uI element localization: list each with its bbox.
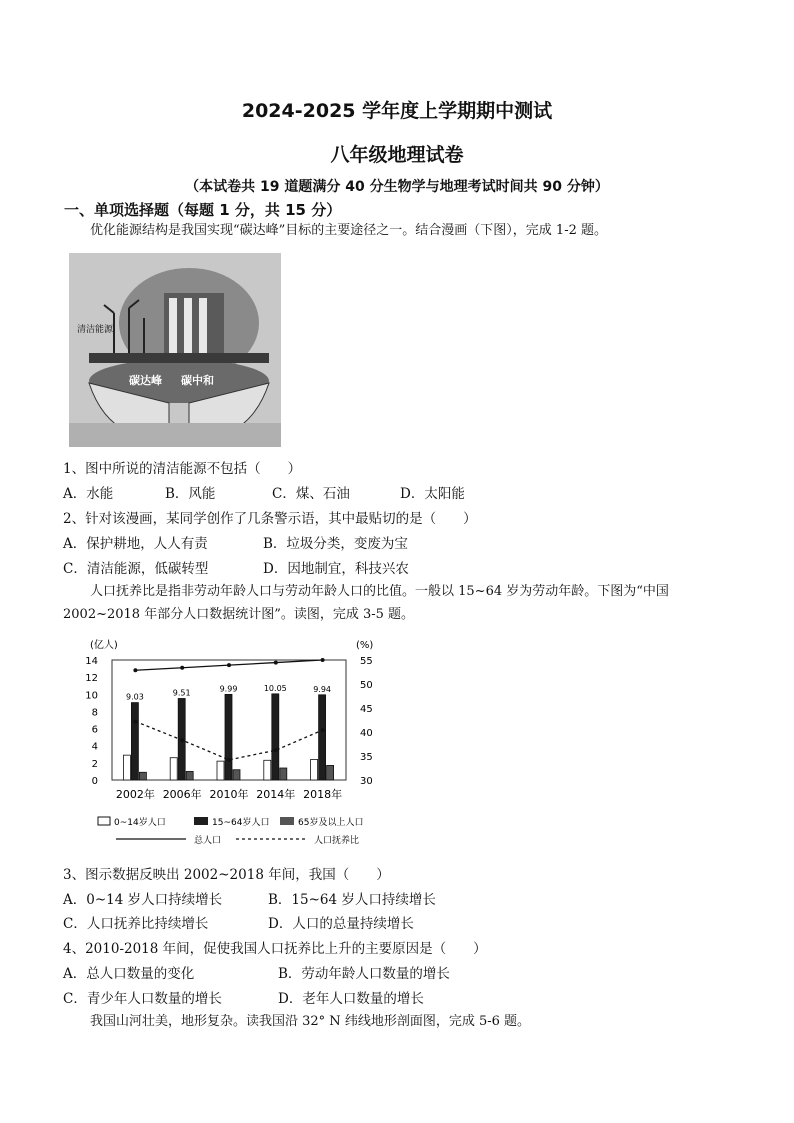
- q4-stem: 4、2010-2018 年间，促使我国人口抚养比上升的主要原因是（ ）: [63, 941, 487, 957]
- bar-age0-14: [264, 760, 271, 780]
- q1-option-a[interactable]: A．水能: [63, 486, 114, 502]
- bar-data-label: 9.51: [172, 688, 191, 698]
- point-total-population: [227, 663, 231, 667]
- q3-option-a[interactable]: A．0~14 岁人口持续增长: [63, 892, 223, 908]
- bar-data-label: 9.99: [219, 684, 238, 694]
- right-axis-unit: (%): [356, 640, 374, 651]
- legend-swatch-age15-64: [194, 817, 208, 825]
- comic-label-tanzhonghe: 碳中和: [181, 374, 214, 387]
- right-tick-label: 35: [360, 752, 373, 763]
- bar-age65plus: [186, 771, 193, 780]
- right-tick-label: 30: [360, 776, 373, 787]
- point-dependency-ratio: [180, 738, 184, 742]
- exam-title: 2024-2025 学年度上学期期中测试: [241, 100, 553, 122]
- bar-data-label: 9.03: [125, 692, 144, 702]
- right-tick-label: 55: [360, 656, 373, 667]
- x-tick-label: 2006年: [162, 788, 202, 801]
- left-tick-label: 6: [91, 724, 98, 736]
- left-tick-label: 8: [91, 707, 98, 719]
- bar-age15-64: [131, 703, 138, 780]
- bar-age0-14: [123, 755, 130, 780]
- bar-data-label: 10.05: [263, 683, 287, 693]
- right-tick-label: 40: [360, 728, 373, 739]
- point-total-population: [180, 666, 184, 670]
- bar-age15-64: [225, 694, 232, 780]
- carbon-comic-image: [69, 253, 281, 447]
- x-tick-label: 2010年: [209, 788, 249, 801]
- point-total-population: [133, 668, 137, 672]
- bar-age65plus: [139, 772, 146, 780]
- point-total-population: [321, 658, 325, 662]
- bar-age15-64: [319, 695, 326, 780]
- bar-age15-64: [272, 694, 279, 780]
- exam-subtitle: 八年级地理试卷: [330, 144, 464, 166]
- q2-option-b[interactable]: B．垃圾分类，变废为宝: [263, 536, 408, 552]
- passage-dependency-line2: 2002~2018 年部分人口数据统计图”。读图，完成 3-5 题。: [63, 607, 415, 622]
- q2-option-c[interactable]: C．清洁能源，低碳转型: [63, 561, 209, 577]
- point-dependency-ratio: [321, 728, 325, 732]
- q4-option-c[interactable]: C．青少年人口数量的增长: [63, 991, 222, 1007]
- left-axis-unit: (亿人): [90, 640, 118, 651]
- legend-label-age15-64: 15~64岁人口: [212, 818, 270, 828]
- bar-age0-14: [170, 758, 177, 780]
- population-chart-svg: [76, 635, 396, 855]
- intro-text: 优化能源结构是我国实现“碳达峰”目标的主要途径之一。结合漫画（下图），完成 1-2 题。: [90, 223, 607, 238]
- bar-age65plus: [233, 770, 240, 780]
- comic-label-tanfeng: 碳达峰: [129, 374, 162, 387]
- q2-option-a[interactable]: A．保护耕地，人人有责: [63, 536, 208, 552]
- right-tick-label: 45: [360, 704, 373, 715]
- x-tick-label: 2014年: [256, 788, 296, 801]
- point-dependency-ratio: [133, 719, 137, 723]
- q3-option-c[interactable]: C．人口抚养比持续增长: [63, 916, 209, 932]
- exam-note: （本试卷共 19 道题满分 40 分生物学与地理考试时间共 90 分钟）: [185, 179, 609, 195]
- q3-stem: 3、图示数据反映出 2002~2018 年间，我国（ ）: [63, 867, 390, 883]
- left-tick-label: 4: [91, 741, 98, 753]
- bar-data-label: 9.94: [313, 684, 332, 694]
- q4-option-a[interactable]: A．总人口数量的变化: [63, 966, 195, 982]
- q2-option-d[interactable]: D．因地制宜，科技兴农: [263, 561, 409, 577]
- q1-stem: 1、图中所说的清洁能源不包括（ ）: [63, 461, 302, 477]
- left-tick-label: 12: [85, 673, 98, 685]
- passage-dependency-line1: 人口抚养比是指非劳动年龄人口与劳动年龄人口的比值。一般以 15~64 岁为劳动年龄。下图为“中国: [90, 584, 669, 599]
- passage-terrain: 我国山河壮美，地形复杂。读我国沿 32° N 纬线地形剖面图，完成 5-6 题。: [90, 1014, 531, 1029]
- bar-age0-14: [217, 761, 224, 780]
- comic-label-clean-energy: 清洁能源: [77, 325, 114, 335]
- q4-option-d[interactable]: D．老年人口数量的增长: [278, 991, 424, 1007]
- left-tick-label: 0: [91, 776, 98, 787]
- section-heading: 一、单项选择题（每题 1 分，共 15 分）: [64, 201, 342, 219]
- q1-option-c[interactable]: C．煤、石油: [272, 486, 350, 502]
- right-tick-label: 50: [360, 680, 373, 691]
- legend-label-total: 总人口: [194, 836, 222, 846]
- left-tick-label: 14: [85, 656, 98, 667]
- bar-age0-14: [311, 759, 318, 780]
- point-total-population: [274, 661, 278, 665]
- point-dependency-ratio: [227, 758, 231, 762]
- bar-age65plus: [327, 765, 334, 780]
- q1-option-d[interactable]: D．太阳能: [400, 486, 465, 502]
- legend-label-age65plus: 65岁及以上人口: [298, 818, 364, 828]
- x-tick-label: 2002年: [115, 788, 155, 801]
- legend-label-age0-14: 0~14岁人口: [114, 818, 166, 828]
- q1-option-b[interactable]: B．风能: [165, 486, 216, 502]
- legend-label-dependency: 人口抚养比: [314, 836, 360, 846]
- x-tick-label: 2018年: [303, 788, 343, 801]
- q3-option-d[interactable]: D．人口的总量持续增长: [268, 916, 414, 932]
- bar-age65plus: [280, 768, 287, 780]
- legend-swatch-age0-14: [98, 817, 110, 825]
- q2-stem: 2、针对该漫画，某同学创作了几条警示语，其中最贴切的是（ ）: [63, 511, 477, 527]
- population-chart: [76, 635, 396, 855]
- q3-option-b[interactable]: B．15~64 岁人口持续增长: [268, 892, 436, 908]
- left-tick-label: 10: [85, 690, 98, 702]
- q4-option-b[interactable]: B．劳动年龄人口数量的增长: [278, 966, 450, 982]
- point-dependency-ratio: [274, 748, 278, 752]
- legend-swatch-age65plus: [280, 817, 294, 825]
- left-tick-label: 2: [91, 758, 98, 770]
